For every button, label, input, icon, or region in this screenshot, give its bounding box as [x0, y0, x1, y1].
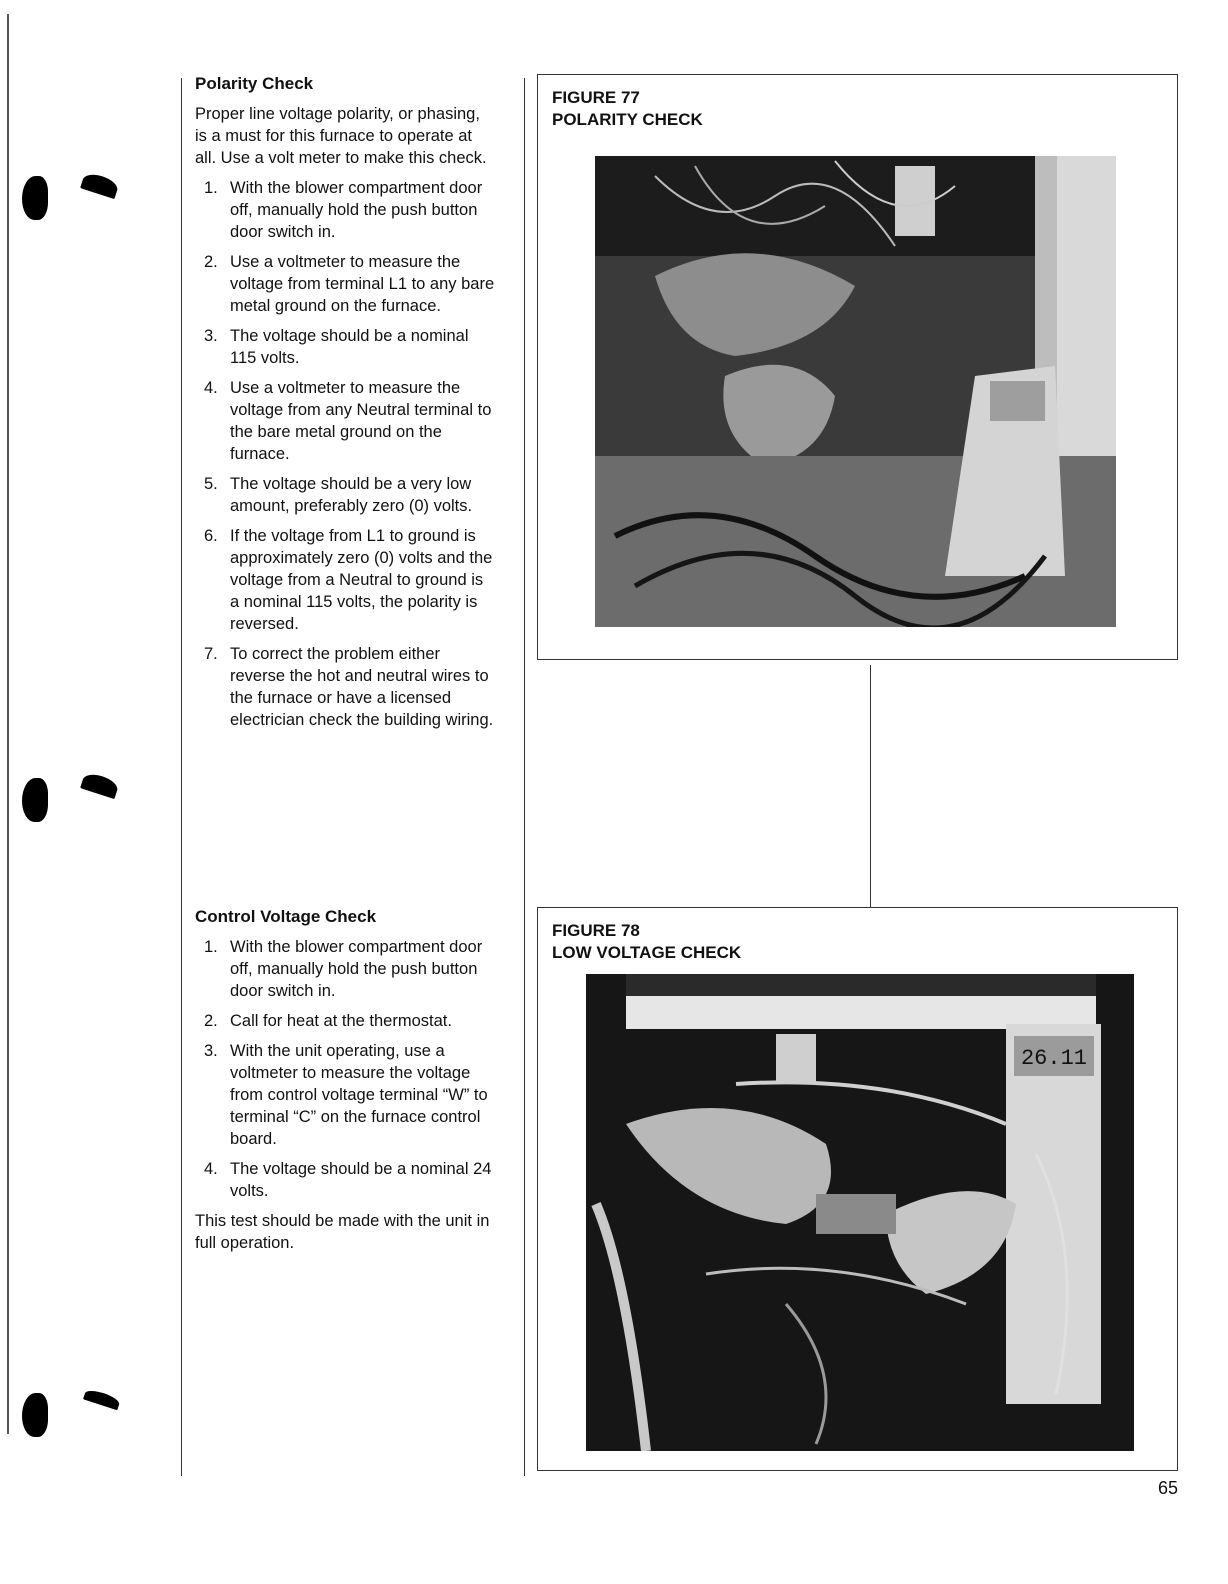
polarity-section — [195, 73, 495, 739]
figure-77 — [537, 74, 1178, 660]
list-item: 3. The voltage should be a nominal 115 volts. — [204, 327, 469, 367]
figure-77-caption — [552, 87, 703, 131]
list-item: 2. Call for heat at the thermostat. — [204, 1012, 452, 1030]
list-item: 7. To correct the problem either reverse the hot and neutral wires to the furnace or have a licensed electrician check the building wiring. — [204, 645, 494, 729]
figure-78-label: FIGURE 78 — [552, 921, 640, 940]
list-item: 6. If the voltage from L1 to ground is approximately zero (0) volts and the voltage from a Neutral to ground is a nominal 115 volts, the polarity is reversed. — [204, 527, 493, 633]
control-voltage-title: Control Voltage Check — [195, 907, 377, 926]
meter-display-reading: 26.11 — [1020, 1046, 1088, 1071]
scan-edge-line — [7, 14, 9, 1434]
list-item: 3. With the unit operating, use a voltmeter to measure the voltage from control voltage terminal “W” to terminal “C” on the furnace control board. — [204, 1042, 488, 1148]
figure-78-title: LOW VOLTAGE CHECK — [552, 943, 742, 962]
figure-78-photo — [586, 974, 1134, 1451]
figure-77-title: POLARITY CHECK — [552, 110, 703, 129]
control-voltage-section — [195, 906, 495, 1254]
figure-77-photo — [595, 156, 1116, 627]
list-item: 1. With the blower compartment door off, manually hold the push button door switch in. — [204, 938, 483, 1000]
control-voltage-steps — [195, 936, 495, 1202]
list-item: 4. The voltage should be a nominal 24 volts. — [204, 1160, 492, 1200]
figure-connector-rule — [870, 665, 871, 915]
list-item: 5. The voltage should be a very low amount, preferably zero (0) volts. — [204, 475, 473, 515]
polarity-title: Polarity Check — [195, 74, 314, 93]
polarity-steps — [195, 177, 495, 731]
list-item: 1. With the blower compartment door off, manually hold the push button door switch in. — [204, 179, 483, 241]
figure-78-caption — [552, 920, 741, 964]
figure-77-label: FIGURE 77 — [552, 88, 640, 107]
control-voltage-note: This test should be made with the unit in full operation. — [195, 1212, 490, 1252]
column-rule-middle — [524, 78, 525, 1476]
column-rule-left — [181, 78, 182, 1476]
polarity-intro: Proper line voltage polarity, or phasing, is a must for this furnace to operate at all. Use a volt meter to make this check. — [195, 105, 487, 167]
page-number: 65 — [1157, 1478, 1178, 1498]
list-item: 2. Use a voltmeter to measure the voltage from terminal L1 to any bare metal ground on the furnace. — [204, 253, 495, 315]
list-item: 4. Use a voltmeter to measure the voltage from any Neutral terminal to the bare metal ground on the furnace. — [204, 379, 492, 463]
figure-78 — [537, 907, 1178, 1471]
